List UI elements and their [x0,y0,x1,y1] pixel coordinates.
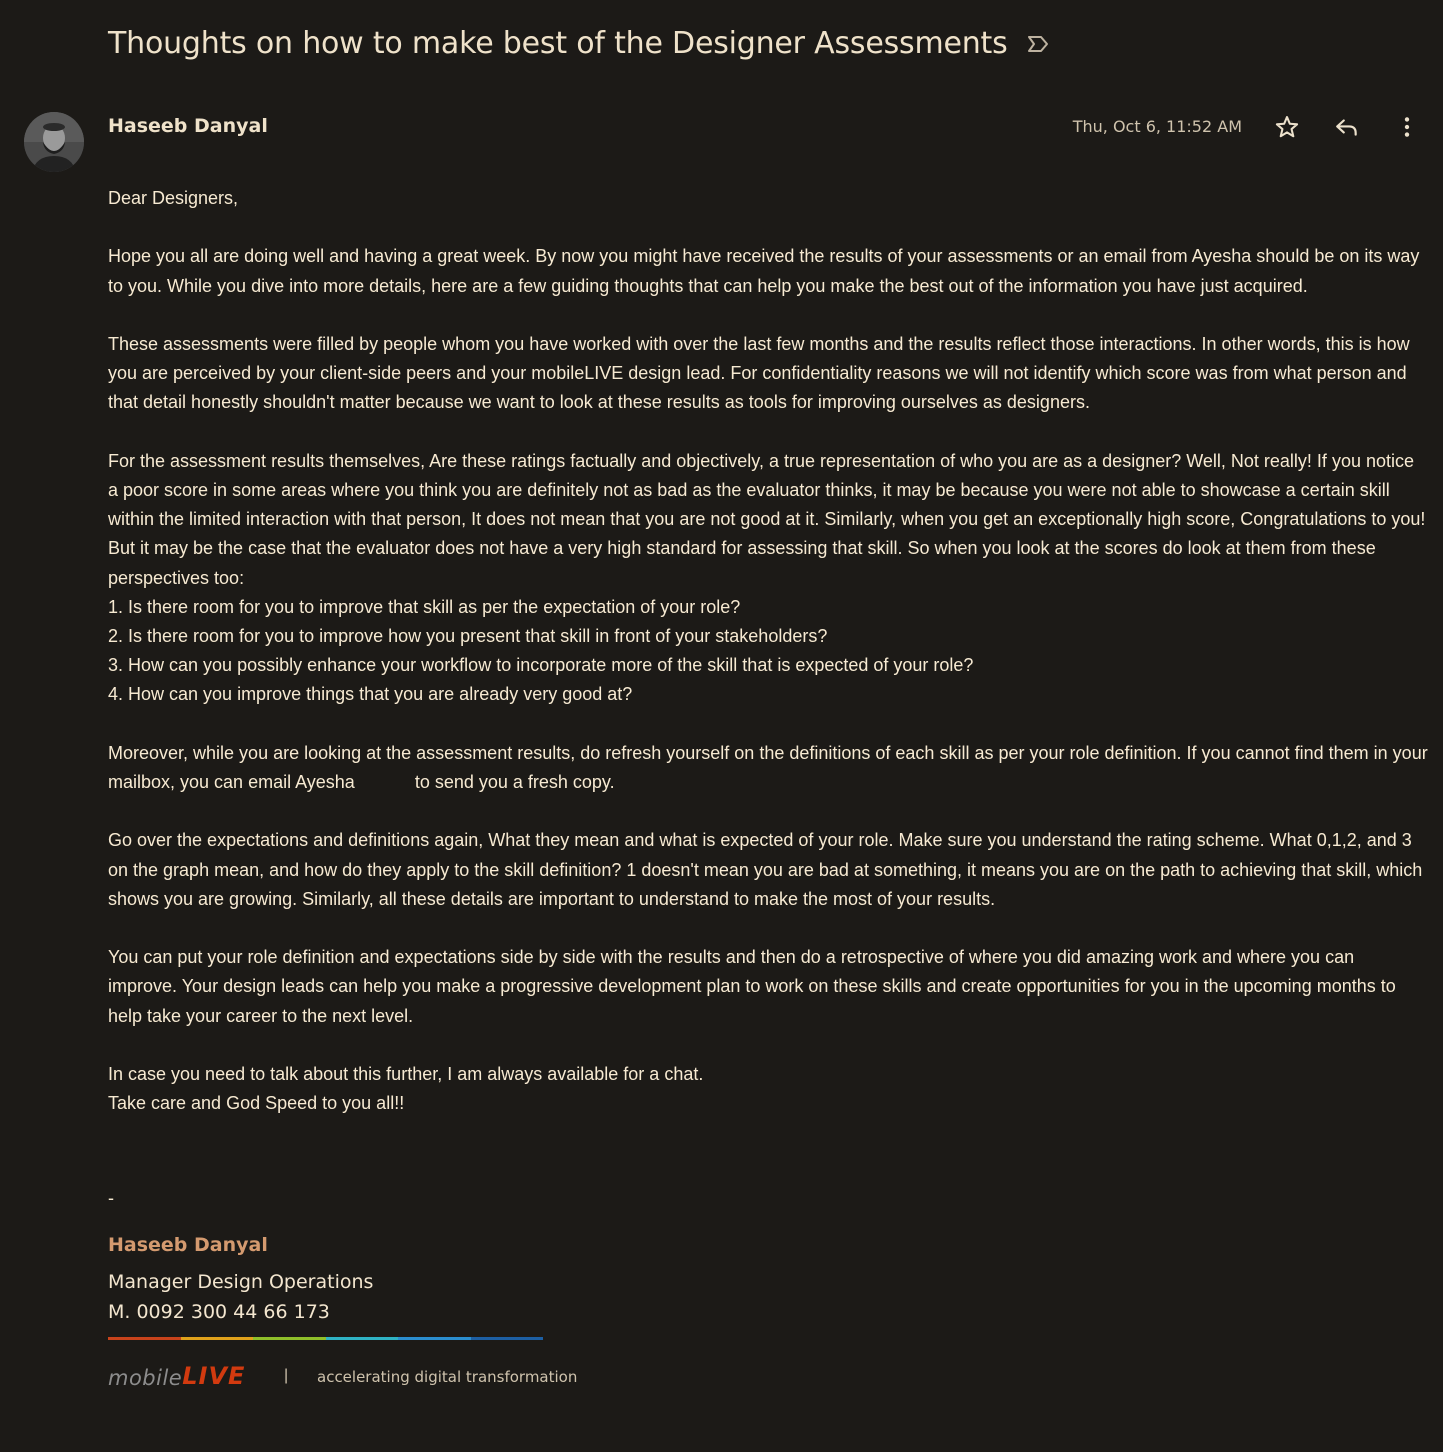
paragraph-4-part-b: to send you a fresh copy. [414,772,615,792]
logo-live-text: LIVE [182,1362,246,1390]
signature-rainbow-divider [108,1337,543,1340]
signature-name: Haseeb Danyal [108,1234,268,1256]
rainbow-segment [326,1337,399,1340]
signature-tagline: accelerating digital transformation [317,1368,578,1386]
question-list [108,593,1428,710]
rainbow-segment [181,1337,254,1340]
paragraph-1: Hope you all are doing well and having a great week. By now you might have received the results of your assessments or an email from Ayesha should be on its way to you. While you dive into more details, here are a few guiding thoughts that can help you make the best out of the information you have just acquired. [108,246,1420,296]
closing-line-1: In case you need to talk about this further, I am always available for a chat. [108,1063,704,1084]
greeting: Dear Designers, [108,188,239,208]
rainbow-segment [398,1337,471,1340]
paragraph-4 [108,739,1428,797]
star-icon[interactable] [1272,112,1302,142]
paragraph-2: These assessments were filled by people whom you have worked with over the last few months and the results reflect those interactions. In other words, this is how you are perceived by your client-side peers and your mobileLIVE design lead. For confidentiality reasons we will not identify which score was from what person and that detail honestly shouldn't matter because we want to look at these results as tools for improving ourselves as designers. [108,333,1410,413]
label-important-icon[interactable] [1026,33,1052,55]
more-vert-icon[interactable] [1392,112,1422,142]
sender-name: Haseeb Danyal [108,115,268,137]
list-item: 3. How can you possibly enhance your workflow to incorporate more of the skill that is expected of your role? [108,655,974,676]
email-subject: Thoughts on how to make best of the Designer Assessments [108,26,1008,61]
closing-line-2: Take care and God Speed to you all!! [108,1093,405,1114]
sender-avatar[interactable] [24,112,84,172]
rainbow-segment [108,1337,181,1340]
signature-title: Manager Design Operations [108,1271,374,1293]
signature-separator: | [284,1367,289,1384]
paragraph-4-part-a: Moreover, while you are looking at the assessment results, do refresh yourself on the definitions of each skill as per your role definition. If you cannot find them in your mailbox, you can email Ayesha [108,742,1428,792]
list-item: 2. Is there room for you to improve how you present that skill in front of your stakeholders? [108,626,828,646]
subject-row [108,26,1052,61]
paragraph-6: You can put your role definition and expectations side by side with the results and then do a retrospective of where you did amazing work and where you can improve. Your design leads can help you make a progressive development plan to work on these skills and create opportunities for you in the upcoming months to help take your career to the next level. [108,947,1396,1026]
list-item: 4. How can you improve things that you are already very good at? [108,684,633,705]
email-body [108,184,1428,1118]
rainbow-segment [253,1337,326,1340]
reply-icon[interactable] [1332,112,1362,142]
paragraph-7 [108,1060,1428,1118]
email-date: Thu, Oct 6, 11:52 AM [1072,117,1242,136]
paragraph-3: For the assessment results themselves, Are these ratings factually and objectively, a true representation of who you are as a designer? Well, Not really! If you notice a poor score in some areas where you think you are definitely not as bad as the evaluator thinks, it may be because you were not able to showcase a certain skill within the limited interaction with that person, It does not mean that you are not good at it. Similarly, when you get an exceptionally high score, Congratulations to you! But it may be the case that the evaluator does not have a very high standard for assessing that skill. So when you look at the scores do look at them from these perspectives too: [108,450,1426,588]
signature-phone: M. 0092 300 44 66 173 [108,1301,330,1323]
signature-dash: - [108,1188,114,1208]
mobilelive-logo [108,1350,245,1390]
list-item: 1. Is there room for you to improve that skill as per the expectation of your role? [108,596,741,617]
rainbow-segment [471,1337,544,1340]
logo-mobile-text: mobile [108,1366,183,1390]
paragraph-5: Go over the expectations and definitions again, What they mean and what is expected of your role. Make sure you understand the rating scheme. What 0,1,2, and 3 on the graph mean, and how do they apply to the skill definition? 1 doesn't mean you are bad at something, it means you are on the path to achieving that skill, which shows you are growing. Similarly, all these details are important to understand to make the most of your results. [108,830,1423,909]
